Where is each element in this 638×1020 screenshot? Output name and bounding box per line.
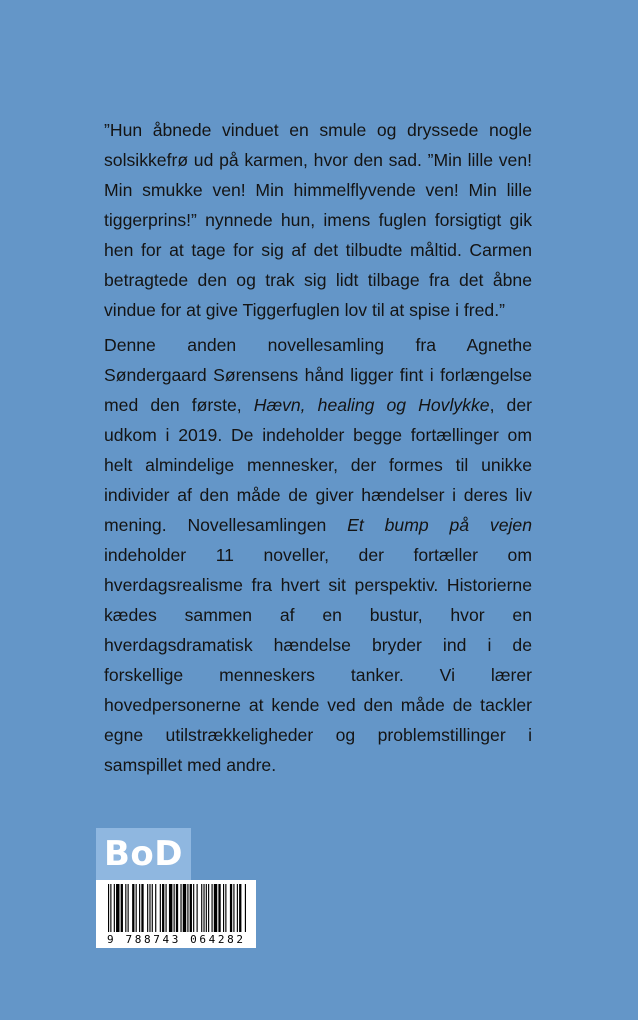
barcode-bar [214, 884, 217, 932]
barcode-bar [147, 884, 148, 932]
barcode-bar [141, 884, 143, 932]
barcode-bar [116, 884, 119, 932]
barcode-bar [132, 884, 134, 932]
barcode-bar [108, 884, 109, 932]
description-text-3: indeholder 11 noveller, der fortæller om hverdagsrealisme fra hvert sit perspektiv. Historierne kædes sammen af en bustur, hvor en hverdagsdramatisk hændelse bryder ind i de forskellige menneskers tanker. Vi lærer hovedpersonerne at kende ved den måde de tackler egne utilstrækkeligheder og problemstillinger i samspillet med andre. [104, 545, 532, 775]
barcode-bar [203, 884, 204, 932]
barcode-bar [180, 884, 181, 932]
barcode-bar [152, 884, 153, 932]
barcode-bar [110, 884, 111, 932]
barcode-bar [230, 884, 232, 932]
barcode-bar [201, 884, 202, 932]
barcode-bar [139, 884, 140, 932]
barcode-bar [155, 884, 156, 932]
description-text-1: Denne anden novellesamling fra Agnethe Søndergaard Sørensens hånd ligger fint i forlængelse med den første, [104, 335, 532, 415]
barcode-bar [174, 884, 175, 932]
barcode-bar [169, 884, 172, 932]
barcode-bar [212, 884, 213, 932]
first-book-title: Hævn, healing og Hovlykke [253, 395, 490, 415]
barcode-bar [193, 884, 194, 932]
barcode-bar [166, 884, 167, 932]
barcode-bar [237, 884, 238, 932]
book-description [104, 330, 532, 780]
barcode-bar [128, 884, 129, 932]
barcode-bar [121, 884, 123, 932]
isbn-barcode [96, 880, 256, 948]
barcode-bar [190, 884, 192, 932]
publisher-logo [96, 828, 191, 880]
barcode-bar [176, 884, 178, 932]
barcode-bar [125, 884, 126, 932]
barcode-bar [162, 884, 164, 932]
book-title: Et bump på vejen [347, 515, 532, 535]
back-cover-quote: ”Hun åbnede vinduet en smule og dryssede nogle solsikkefrø ud på karmen, hvor den sad. ”Min lille ven! Min smukke ven! Min himmelflyvende ven! Min lille tiggerprins!” nynnede hun, imens fuglen forsigtigt gik hen for at tage for sig af det tilbudte måltid. Carmen betragtede den og trak sig lidt tilbage fra det åbne vindue for at give Tiggerfuglen lov til at spise i fred.” [104, 120, 532, 320]
barcode-bar [183, 884, 186, 932]
barcode-bar [206, 884, 207, 932]
barcode-bar [218, 884, 220, 932]
barcode-bar [197, 884, 198, 932]
barcode-bars-icon [96, 880, 256, 948]
publisher-logo-text: BoD [104, 834, 183, 874]
barcode-bar [239, 884, 241, 932]
barcode-bar [187, 884, 188, 932]
barcode-bar [114, 884, 115, 932]
description-text-2: , der udkom i 2019. De indeholder begge fortællinger om helt almindelige mennesker, der formes til unikke individer af den måde de giver hændelser i deres liv mening. Novellesamlingen [104, 395, 532, 535]
barcode-bar [136, 884, 137, 932]
barcode-bar [160, 884, 161, 932]
isbn-number: 9 788743 064282 [107, 933, 243, 946]
barcode-bar [149, 884, 150, 932]
barcode-bar [223, 884, 224, 932]
barcode-bar [225, 884, 226, 932]
barcode-bar [233, 884, 234, 932]
barcode-bar [245, 884, 246, 932]
barcode-bar [208, 884, 209, 932]
